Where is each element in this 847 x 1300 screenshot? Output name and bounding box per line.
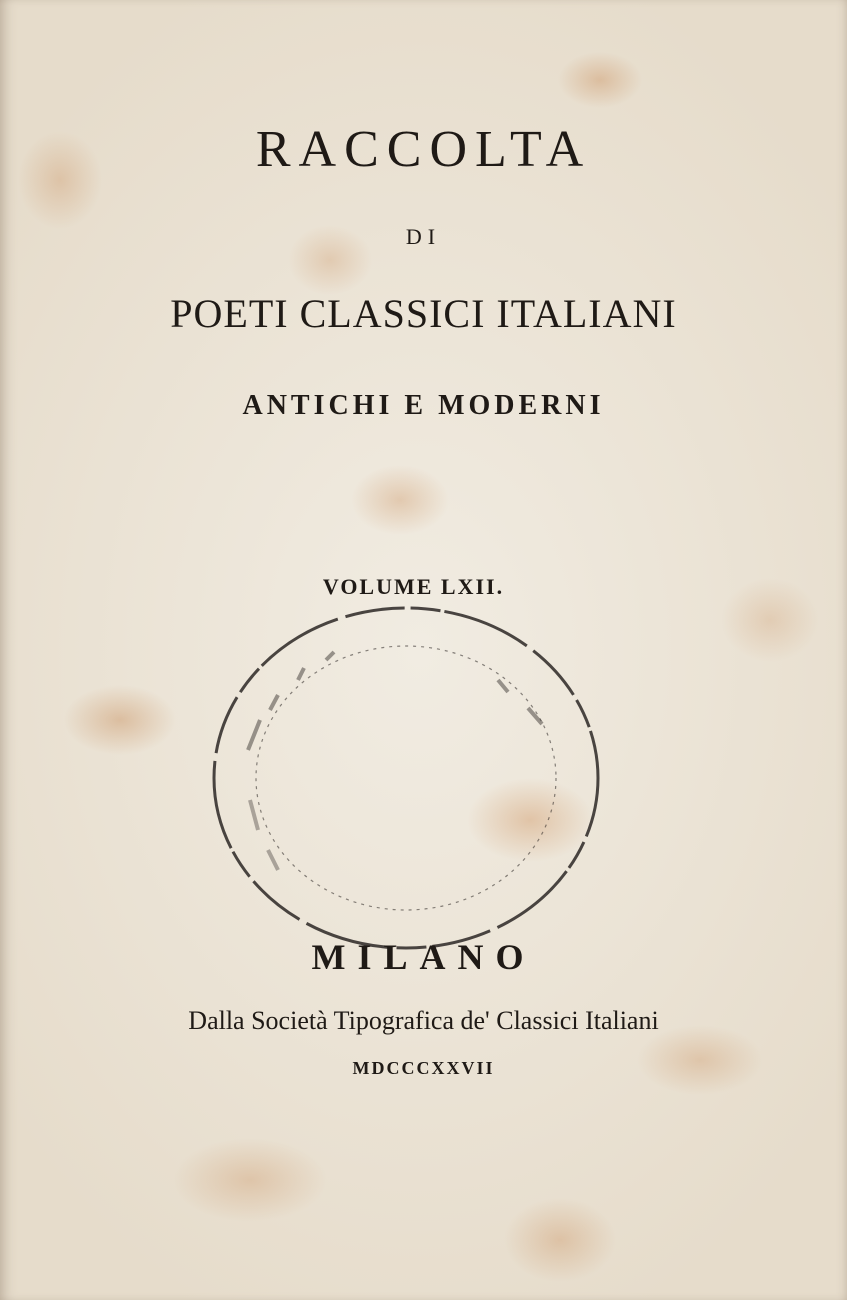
publisher-imprint: Dalla Società Tipografica de' Classici Italiani xyxy=(188,1006,659,1035)
book-title: RACCOLTA xyxy=(255,121,592,178)
publication-year: MDCCCXXVII xyxy=(352,1058,495,1078)
book-subtitle-secondary: ANTICHI E MODERNI xyxy=(242,390,605,421)
title-connector: DI xyxy=(405,224,442,249)
volume-number: VOLUME LXII. xyxy=(322,574,505,599)
publication-city: MILANO xyxy=(311,937,536,977)
library-stamp-icon xyxy=(208,600,604,960)
book-subtitle: POETI CLASSICI ITALIANI xyxy=(170,291,677,336)
